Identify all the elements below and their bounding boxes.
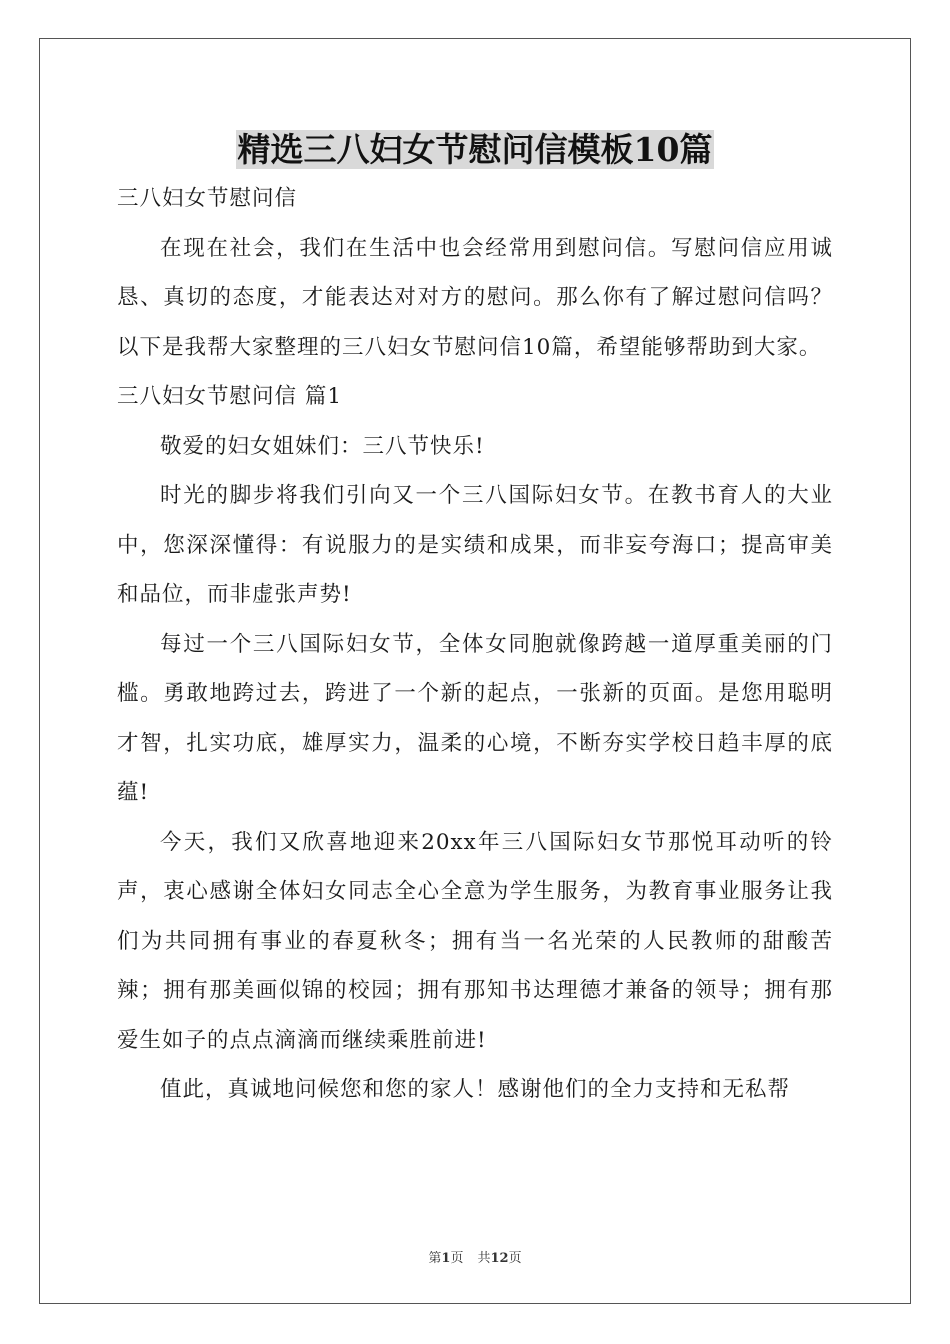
page-number-suffix: 页	[450, 1251, 464, 1266]
page-total: 12	[490, 1251, 509, 1266]
paragraph: 在现在社会，我们在生活中也会经常用到慰问信。写慰问信应用诚恳、真切的态度，才能表达对对方的慰问。那么你有了解过慰问信吗？以下是我帮大家整理的三八妇女节慰问信10篇，希望能够帮助到大家。	[117, 235, 833, 360]
paragraph: 三八妇女节慰问信 篇1	[117, 384, 343, 409]
paragraph: 敬爱的妇女姐妹们：三八节快乐!	[160, 433, 485, 459]
document-title-text: 精选三八妇女节慰问信模板10篇	[237, 130, 713, 169]
paragraph: 今天，我们又欣喜地迎来20xx年三八国际妇女节那悦耳动听的铃声，衷心感谢全体妇女同志全心全意为学生服务，为教育事业服务让我们为共同拥有事业的春夏秋冬；拥有当一名光荣的人民教师的甜酸苦辣；拥有那美画似锦的校园；拥有那知书达理德才兼备的领导；拥有那爱生如子的点点滴滴而继续乘胜前进!	[117, 829, 833, 1053]
page-number-prefix: 第	[428, 1251, 442, 1266]
paragraph: 时光的脚步将我们引向又一个三八国际妇女节。在教书育人的大业中，您深深懂得：有说服力的是实绩和成果，而非妄夸海口；提高审美和品位，而非虚张声势!	[117, 483, 833, 607]
document-title	[0, 122, 950, 178]
document-body	[117, 174, 833, 1115]
page-number-current: 1	[441, 1251, 451, 1266]
paragraph: 每过一个三八国际妇女节，全体女同胞就像跨越一道厚重美丽的门槛。勇敢地跨过去，跨进了一个新的起点，一张新的页面。是您用聪明才智，扎实功底，雄厚实力，温柔的心境，不断夯实学校日趋丰厚的底蕴!	[117, 631, 833, 805]
page-total-suffix: 页	[508, 1251, 522, 1266]
page-footer	[0, 1247, 950, 1266]
paragraph: 三八妇女节慰问信	[117, 186, 298, 211]
page-total-prefix: 共	[477, 1251, 491, 1266]
paragraph: 值此，真诚地问候您和您的家人！感谢他们的全力支持和无私帮	[160, 1077, 791, 1102]
